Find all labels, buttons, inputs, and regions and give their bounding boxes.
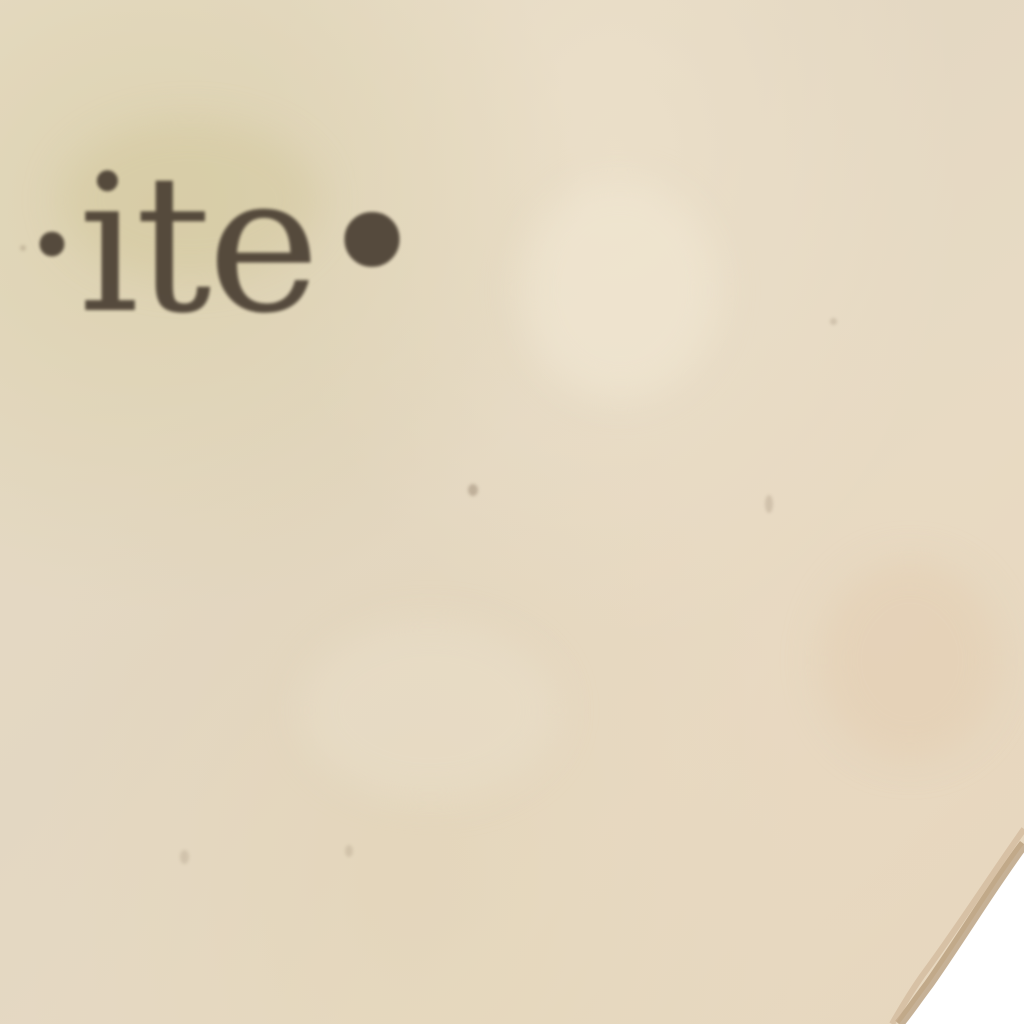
paper-speck <box>180 850 189 864</box>
paper-speck <box>345 845 353 857</box>
paper-speck <box>830 318 837 325</box>
text-fragment: ·ite• <box>22 134 425 355</box>
paper-speck <box>765 495 773 513</box>
paper-stain <box>520 180 720 400</box>
paper-stain <box>300 620 560 800</box>
page-corner-edge <box>844 804 1024 1024</box>
paper-speck <box>468 484 478 496</box>
paper-stain <box>820 560 1000 760</box>
page-corner-shape <box>844 804 1024 1024</box>
